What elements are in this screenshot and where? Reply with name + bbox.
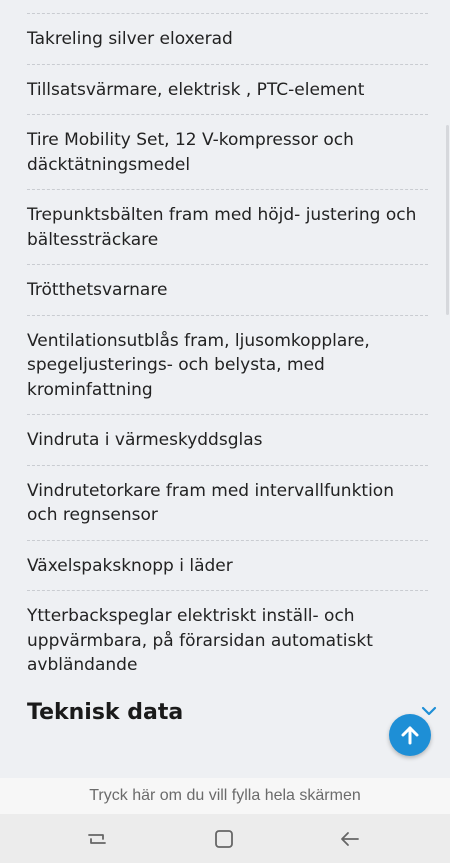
list-item: Växelspaksknopp i läder xyxy=(27,541,428,592)
list-item: Ytterbackspeglar elektriskt inställ- och uppvärmbara, på förarsidan automatiskt avbländande xyxy=(27,606,373,675)
list-item: Vindruta i värmeskyddsglas xyxy=(27,415,428,466)
list-item: Tire Mobility Set, 12 V-kompressor och däcktätningsmedel xyxy=(27,115,428,190)
equipment-list xyxy=(27,0,428,690)
back-icon[interactable] xyxy=(337,826,363,852)
recent-apps-icon[interactable] xyxy=(84,826,110,852)
list-item: Trepunktsbälten fram med höjd- justering och bältessträckare xyxy=(27,190,428,265)
list-item: Tillsatsvärmare, elektrisk , PTC-element xyxy=(27,65,428,116)
list-item: Vindrutetorkare fram med intervallfunktion och regnsensor xyxy=(27,466,428,541)
scroll-to-top-button[interactable] xyxy=(389,714,431,756)
list-item: Takreling silver eloxerad xyxy=(27,14,428,65)
fullscreen-prompt[interactable] xyxy=(0,778,450,814)
fullscreen-prompt-text: Tryck här om du vill fylla hela skärmen xyxy=(89,787,361,804)
list-top-divider xyxy=(27,0,428,14)
system-navigation-bar xyxy=(0,814,450,863)
list-item: Ventilationsutblås fram, ljusomkopplare, spegeljusterings- och belysta, med krominfattning xyxy=(27,316,428,416)
arrow-up-icon xyxy=(399,724,421,746)
section-title-teknisk-data[interactable]: Teknisk data xyxy=(27,700,184,725)
home-icon[interactable] xyxy=(211,826,237,852)
chevron-down-icon[interactable] xyxy=(420,705,438,717)
list-item: Trötthetsvarnare xyxy=(27,265,428,316)
scrollbar[interactable] xyxy=(446,125,449,315)
